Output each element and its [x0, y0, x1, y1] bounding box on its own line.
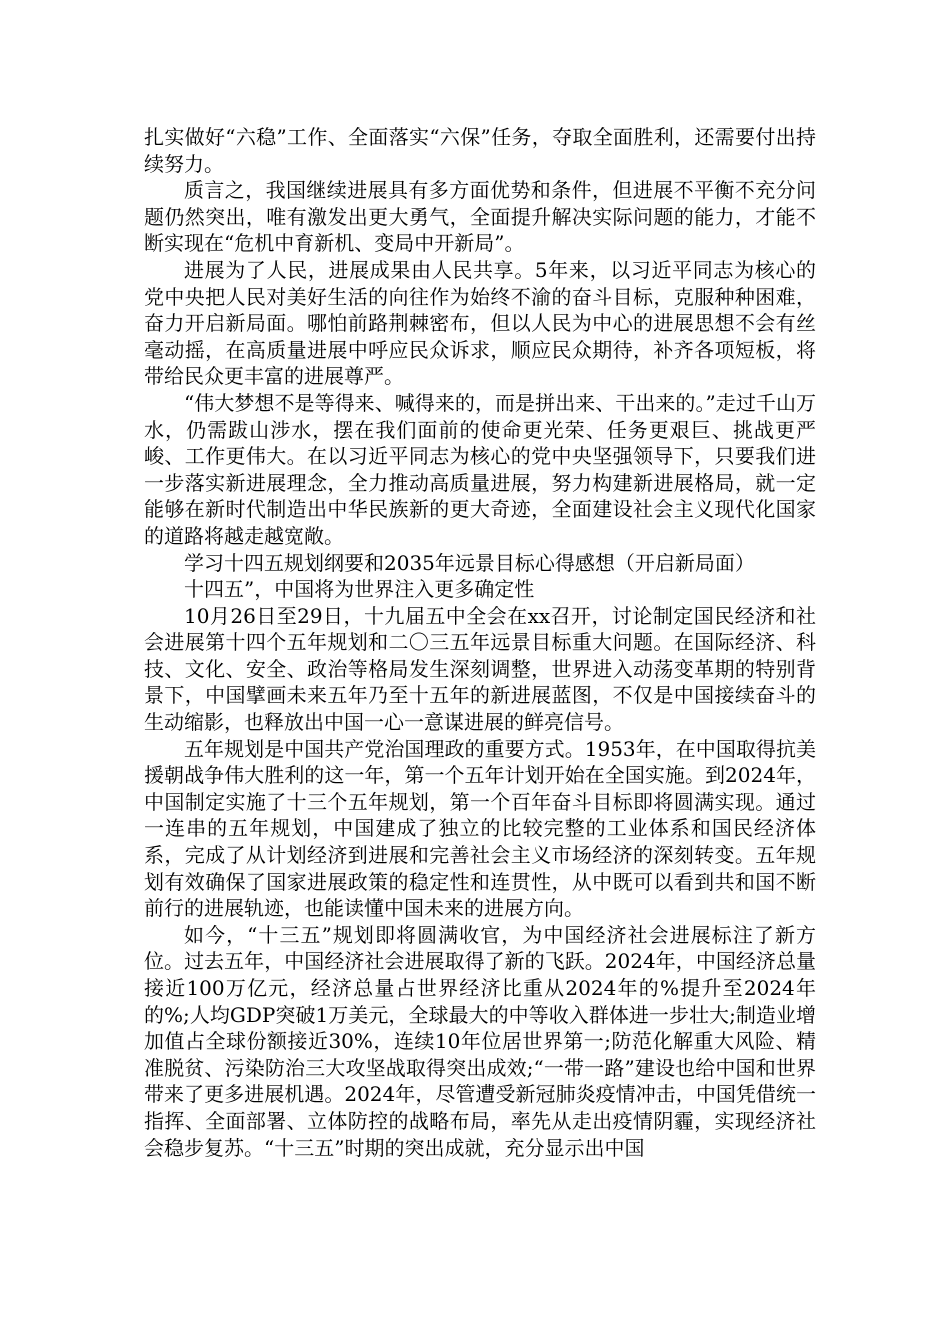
- section-heading: 学习十四五规划纲要和2035年远景目标心得感想（开启新局面）: [184, 550, 755, 575]
- paragraph: 如今，“十三五”规划即将圆满收官，为中国经济社会进展标注了新方位。过去五年，中国经济社会进展取得了新的飞跃。2024年，中国经济总量接近100万亿元，经济总量占世界经济比重从2024年的%提升至2024年的%;人均GDP突破1万美元，全球最大的中等收入群体进一步壮大;制造业增加值占全球份额接近30%，连续10年位居世界第一;防范化解重大风险、精准脱贫、污染防治三大攻坚战取得突出成效;“一带一路”建设也给中国和世界带来了更多进展机遇。2024年，尽管遭受新冠肺炎疫情冲击，中国凭借统一指挥、全面部署、立体防控的战略布局，率先从走出疫情阴霾，实现经济社会稳步复苏。“十三五”时期的突出成就，充分显示出中国: [144, 922, 816, 1160]
- paragraph: 质言之，我国继续进展具有多方面优势和条件，但进展不平衡不充分问题仍然突出，唯有激发出更大勇气，全面提升解决实际问题的能力，才能不断实现在“危机中育新机、变局中开新局”。: [144, 178, 816, 256]
- paragraph: “伟大梦想不是等得来、喊得来的，而是拼出来、干出来的。”走过千山万水，仍需跋山涉水，摆在我们面前的使命更光荣、任务更艰巨、挑战更严峻、工作更伟大。在以习近平同志为核心的党中央坚强领导下，只要我们进一步落实新进展理念，全力推动高质量进展，努力构建新进展格局，就一定能够在新时代制造出中华民族新的更大奇迹，全面建设社会主义现代化国家的道路将越走越宽敞。: [144, 390, 816, 548]
- paragraph: 10月26日至29日，十九届五中全会在xx召开，讨论制定国民经济和社会进展第十四个五年规划和二〇三五年远景目标重大问题。在国际经济、科技、文化、安全、政治等格局发生深刻调整，世界进入动荡变革期的特别背景下，中国擘画未来五年乃至十五年的新进展蓝图，不仅是中国接续奋斗的生动缩影，也释放出中国一心一意谋进展的鲜亮信号。: [144, 603, 816, 735]
- document-page: [144, 124, 816, 1161]
- paragraph: 进展为了人民，进展成果由人民共享。5年来，以习近平同志为核心的党中央把人民对美好生活的向往作为始终不渝的奋斗目标，克服种种困难，奋力开启新局面。哪怕前路荆棘密布，但以人民为中心的进展思想不会有丝毫动摇，在高质量进展中呼应民众诉求，顺应民众期待，补齐各项短板，将带给民众更丰富的进展尊严。: [144, 257, 816, 389]
- paragraph-continuation: 扎实做好“六稳”工作、全面落实“六保”任务，夺取全面胜利，还需要付出持续努力。: [144, 125, 816, 176]
- subheading: 十四五”，中国将为世界注入更多确定性: [184, 577, 535, 602]
- paragraph: 五年规划是中国共产党治国理政的重要方式。1953年，在中国取得抗美援朝战争伟大胜利的这一年，第一个五年计划开始在全国实施。到2024年，中国制定实施了十三个五年规划，第一个百年奋斗目标即将圆满实现。通过一连串的五年规划，中国建成了独立的比较完整的工业体系和国民经济体系，完成了从计划经济到进展和完善社会主义市场经济的深刻转变。五年规划有效确保了国家进展政策的稳定性和连贯性，从中既可以看到共和国不断前行的进展轨迹，也能读懂中国未来的进展方向。: [144, 736, 816, 921]
